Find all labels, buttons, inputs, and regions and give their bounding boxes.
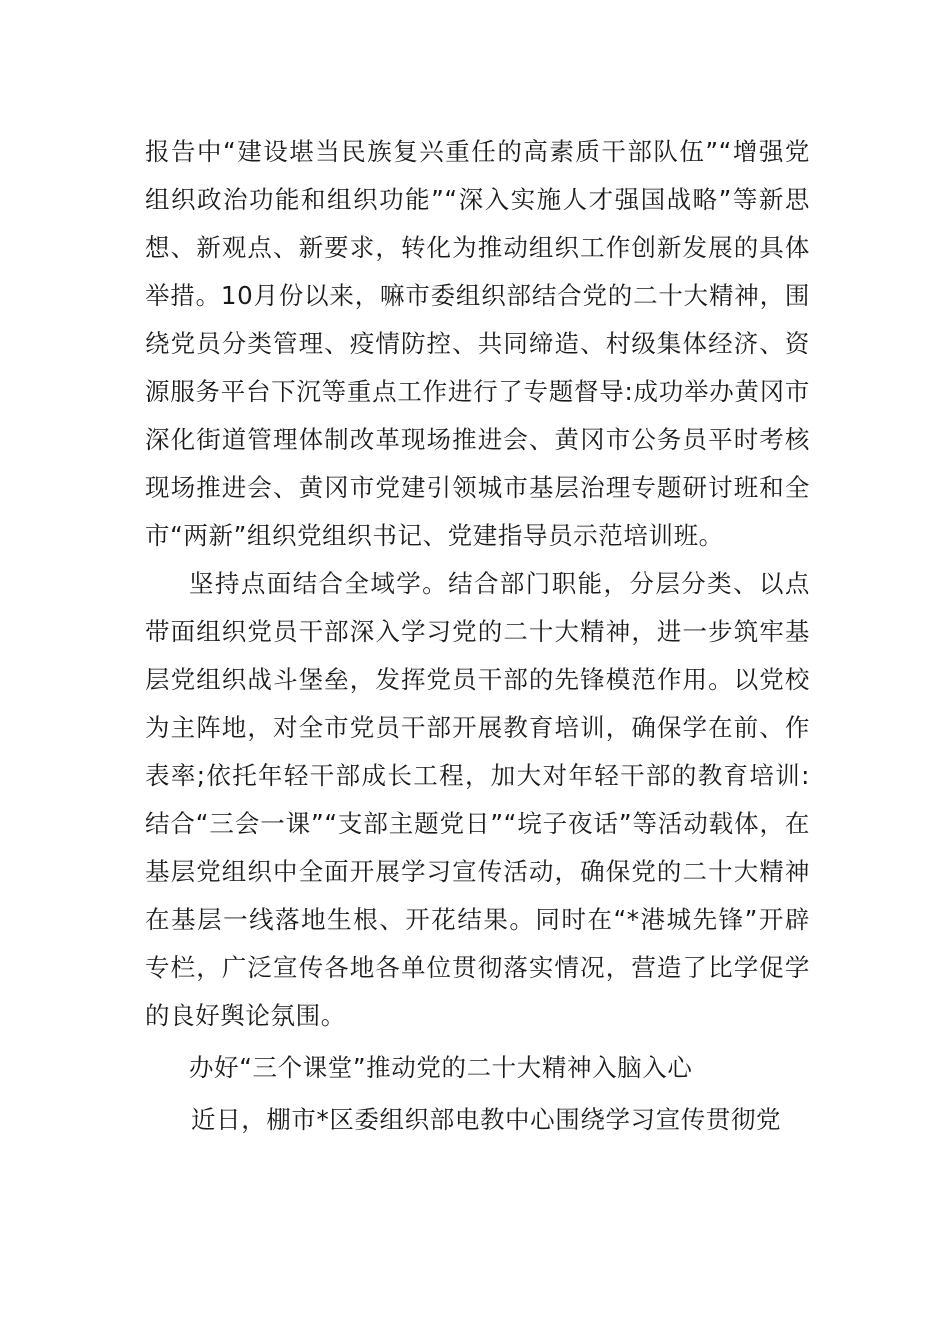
paragraph-continued: 报告中“建设堪当民族复兴重任的高素质干部队伍”“增强党组织政治功能和组织功能”“深入实施人才强国战略”等新思想、新观点、新要求，转化为推动组织工作创新发展的具体举措。10月份以来，嘛市委组织部结合党的二十大精神，围绕党员分类管理、疫情防控、共同缔造、村级集体经济、资源服务平台下沉等重点工作进行了专题督导:成功举办黄冈市深化街道管理体制改革现场推进会、黄冈市公务员平时考核现场推进会、黄冈市党建引领城市基层治理专题研讨班和全市“两新”组织党组织书记、党建指导员示范培训班。 [145, 137, 810, 550]
document-body [145, 128, 810, 1144]
section-heading-three-classrooms: 办好“三个课堂”推动党的二十大精神入脑入心 [189, 1053, 693, 1082]
paragraph-recent-news: 近日，棚市*区委组织部电教中心围绕学习宣传贯彻党 [191, 1105, 782, 1134]
paragraph-point-and-area-learning: 坚持点面结合全域学。结合部门职能，分层分类、以点带面组织党员干部深入学习党的二十大精神，进一步筑牢基层党组织战斗堡垒，发挥党员干部的先锋模范作用。以党校为主阵地，对全市党员干部开展教育培训，确保学在前、作表率;依托年轻干部成长工程，加大对年轻干部的教育培训:结合“三会一课”“支部主题党日”“垸子夜话”等活动载体，在基层党组织中全面开展学习宣传活动，确保党的二十大精神在基层一线落地生根、开花结果。同时在“*港城先锋”开辟专栏，广泛宣传各地各单位贯彻落实情况，营造了比学促学的良好舆论氛围。 [145, 569, 810, 1030]
